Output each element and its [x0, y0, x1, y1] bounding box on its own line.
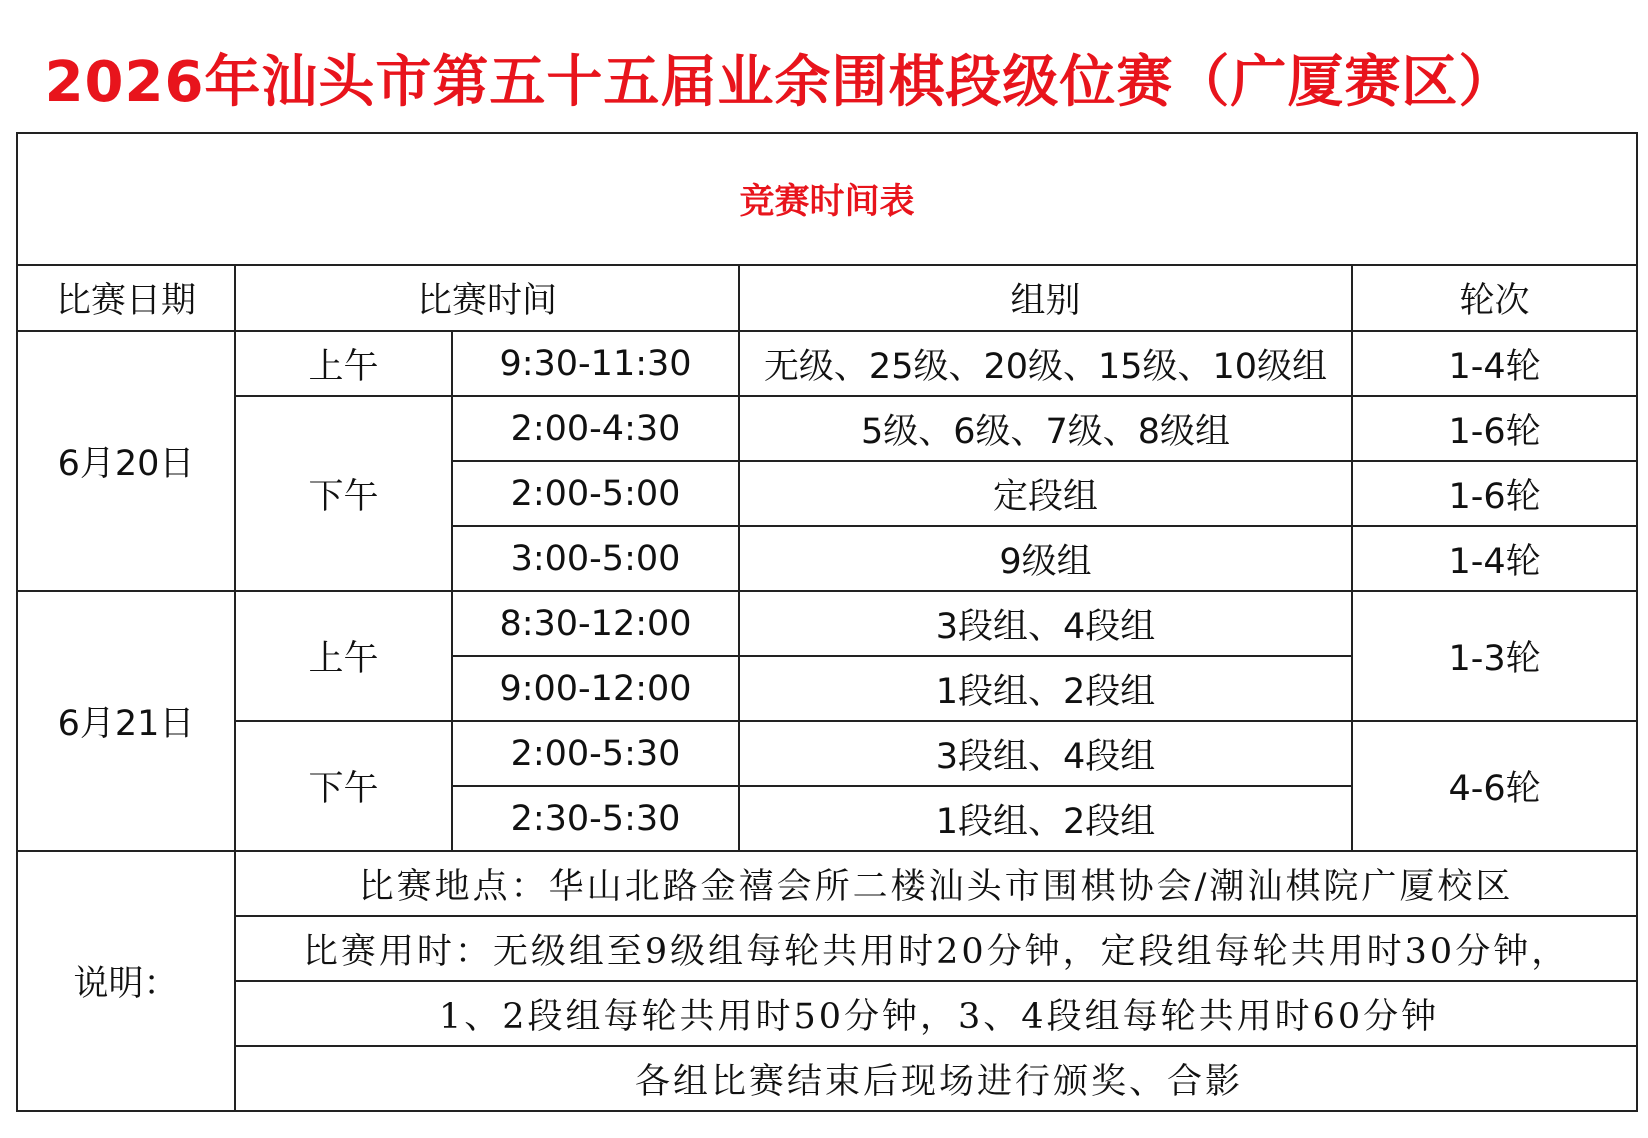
period-cell: 上午	[235, 331, 452, 396]
period-cell: 上午	[235, 591, 452, 721]
header-rounds: 轮次	[1352, 265, 1637, 331]
rounds-cell: 1-4轮	[1352, 526, 1637, 591]
note-time-limit: 比赛用时：无级组至9级组每轮共用时20分钟，定段组每轮共用时30分钟，	[235, 916, 1637, 981]
time-cell: 9:30-11:30	[452, 331, 739, 396]
time-cell: 2:00-5:30	[452, 721, 739, 786]
group-cell: 5级、6级、7级、8级组	[739, 396, 1352, 461]
notes-row	[17, 981, 1637, 1046]
time-cell: 8:30-12:00	[452, 591, 739, 656]
header-group: 组别	[739, 265, 1352, 331]
notes-row	[17, 851, 1637, 916]
time-cell: 2:00-4:30	[452, 396, 739, 461]
rounds-cell: 1-3轮	[1352, 591, 1637, 721]
note-location: 比赛地点：华山北路金禧会所二楼汕头市围棋协会/潮汕棋院广厦校区	[235, 851, 1637, 916]
group-cell: 1段组、2段组	[739, 656, 1352, 721]
table-row	[17, 591, 1637, 656]
notes-row	[17, 1046, 1637, 1111]
table-row	[17, 721, 1637, 786]
table-row	[17, 396, 1637, 461]
header-time: 比赛时间	[235, 265, 739, 331]
header-date: 比赛日期	[17, 265, 235, 331]
period-cell: 下午	[235, 721, 452, 851]
schedule-table	[16, 132, 1638, 1112]
time-cell: 9:00-12:00	[452, 656, 739, 721]
group-cell: 3段组、4段组	[739, 591, 1352, 656]
table-row	[17, 331, 1637, 396]
period-cell: 下午	[235, 396, 452, 591]
notes-row	[17, 916, 1637, 981]
note-awards: 各组比赛结束后现场进行颁奖、合影	[235, 1046, 1637, 1111]
date-cell: 6月21日	[17, 591, 235, 851]
time-cell: 2:00-5:00	[452, 461, 739, 526]
main-title: 2026年汕头市第五十五届业余围棋段级位赛（广厦赛区）	[44, 50, 1516, 115]
group-cell: 1段组、2段组	[739, 786, 1352, 851]
group-cell: 9级组	[739, 526, 1352, 591]
group-cell: 定段组	[739, 461, 1352, 526]
rounds-cell: 1-4轮	[1352, 331, 1637, 396]
group-cell: 3段组、4段组	[739, 721, 1352, 786]
rounds-cell: 1-6轮	[1352, 461, 1637, 526]
group-cell: 无级、25级、20级、15级、10级组	[739, 331, 1352, 396]
rounds-cell: 4-6轮	[1352, 721, 1637, 851]
time-cell: 3:00-5:00	[452, 526, 739, 591]
time-cell: 2:30-5:30	[452, 786, 739, 851]
date-cell: 6月20日	[17, 331, 235, 591]
rounds-cell: 1-6轮	[1352, 396, 1637, 461]
notes-label: 说明：	[17, 851, 235, 1111]
note-time-limit-continued: 1、2段组每轮共用时50分钟，3、4段组每轮共用时60分钟	[235, 981, 1637, 1046]
schedule-subtitle: 竞赛时间表	[17, 133, 1637, 265]
